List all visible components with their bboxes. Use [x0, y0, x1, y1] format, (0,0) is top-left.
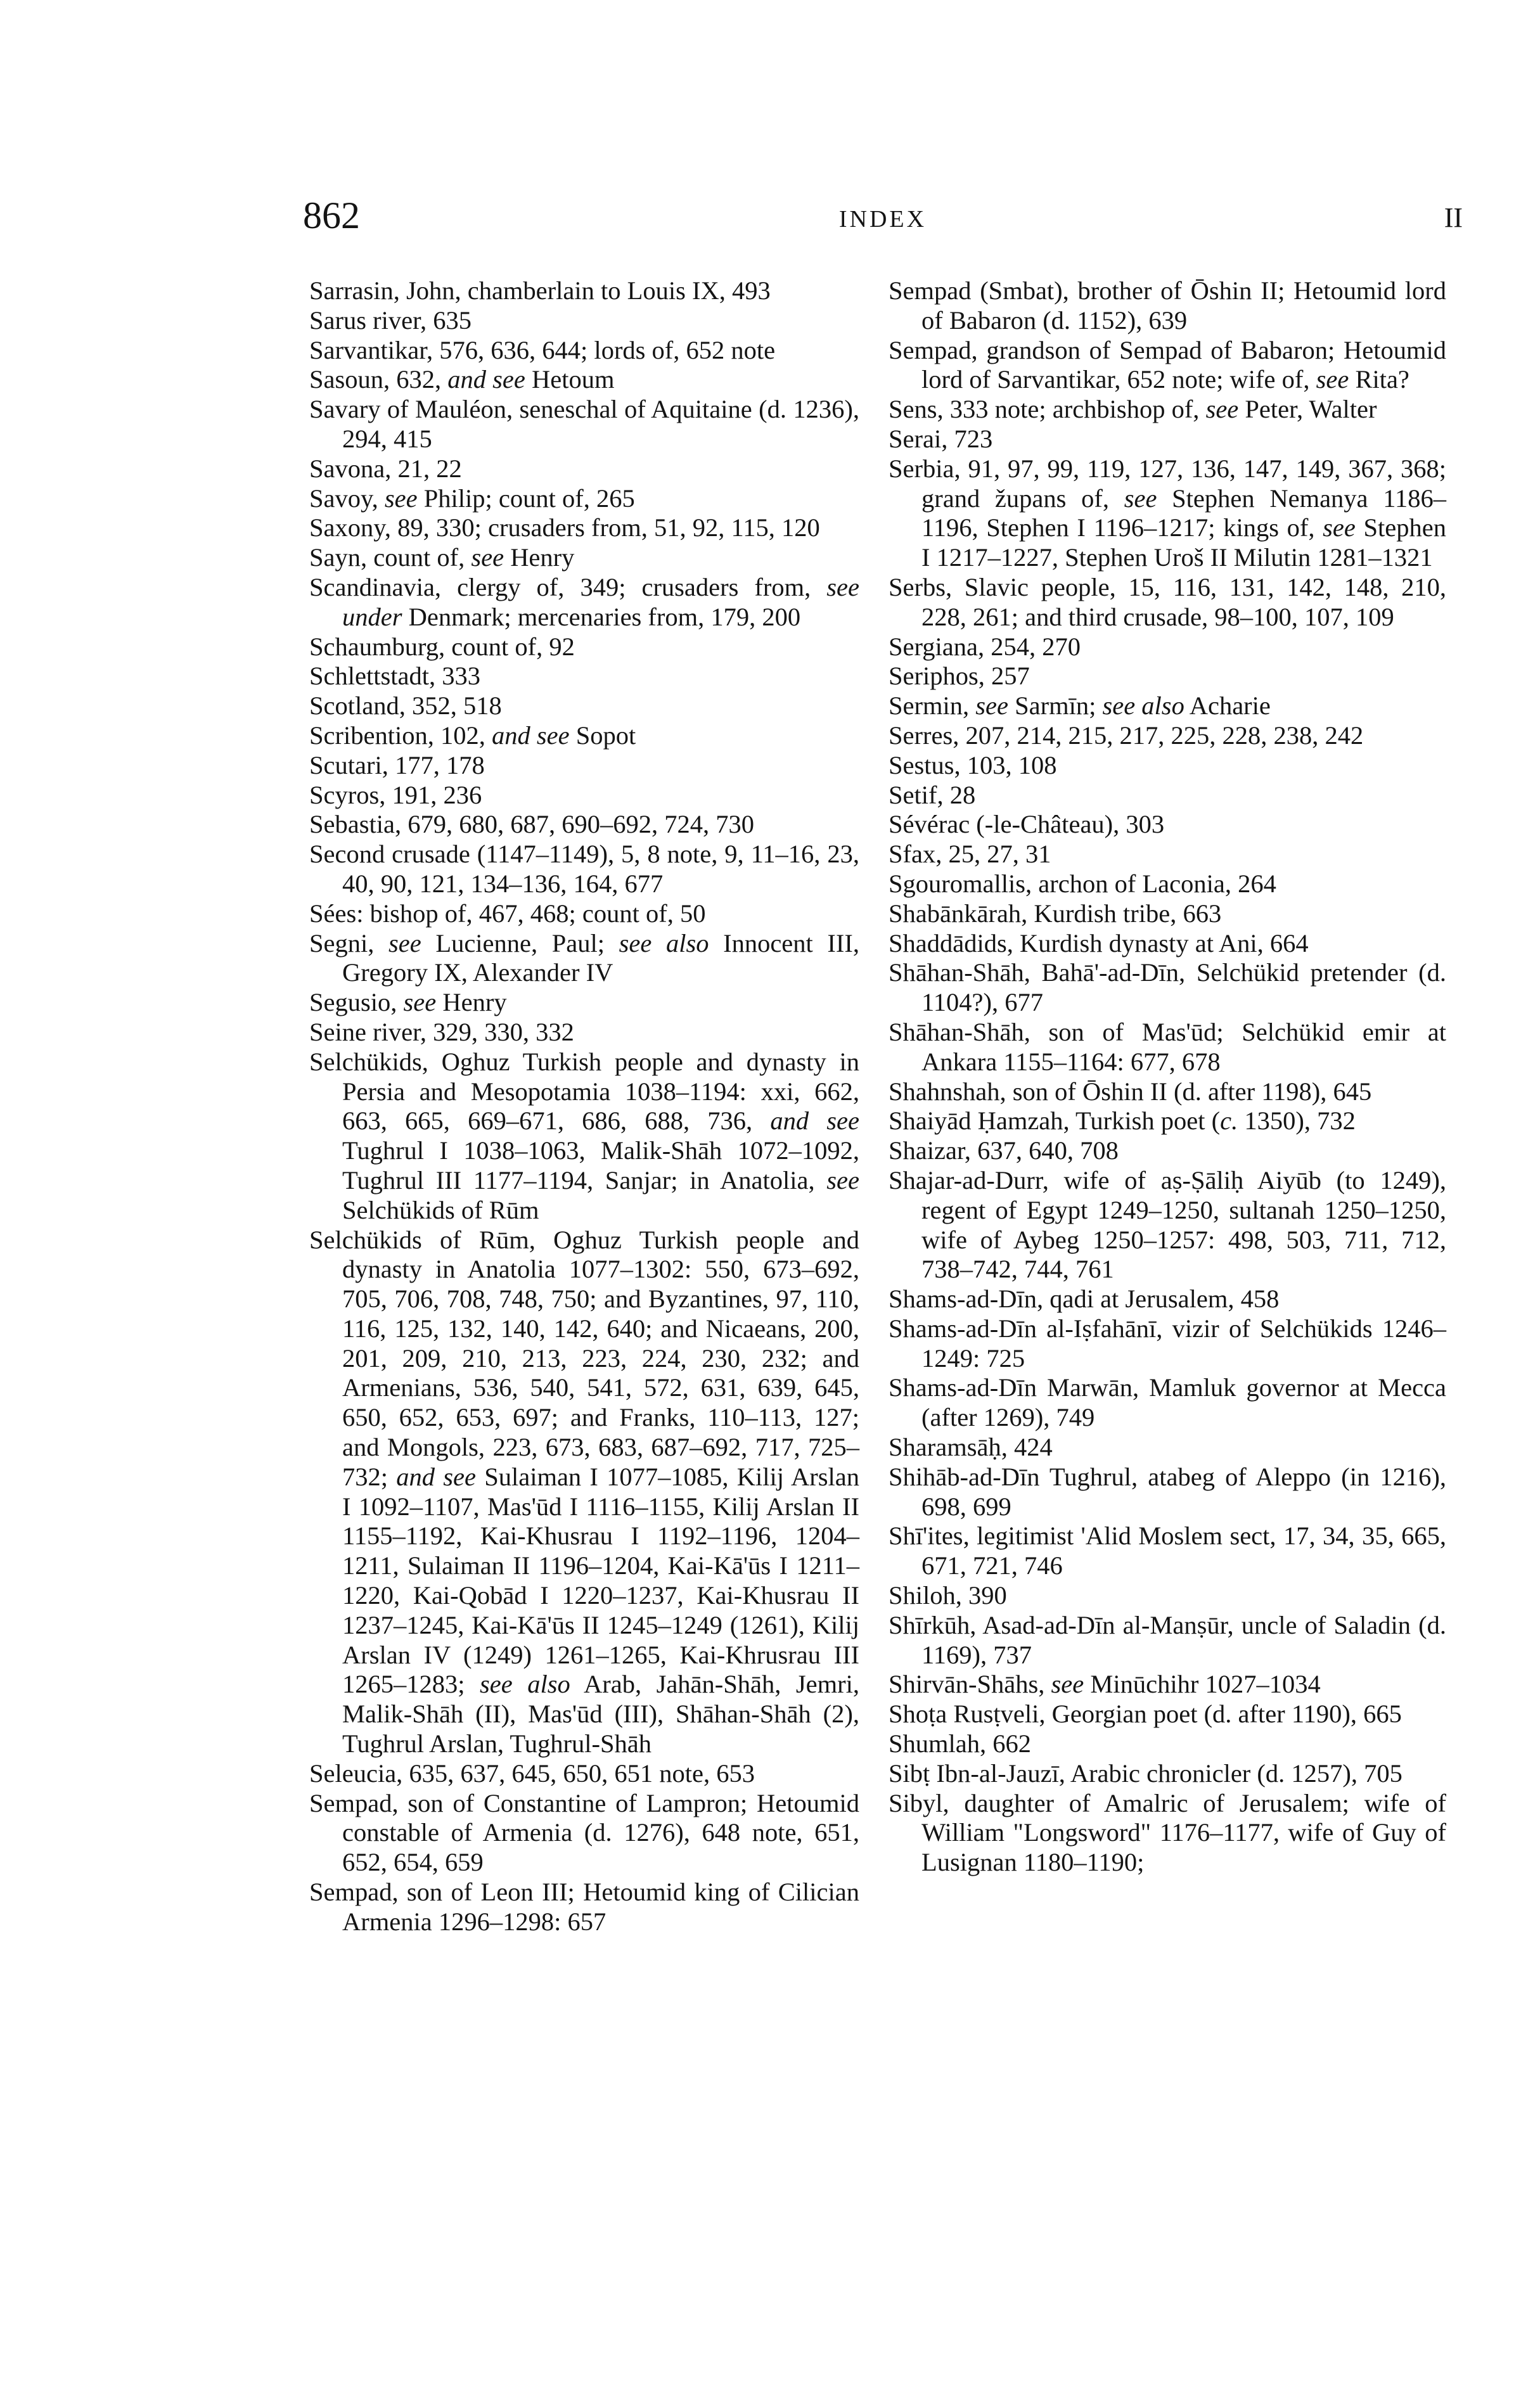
index-entry: Shoṭa Rusṭveli, Georgian poet (d. after 1190), 665 — [889, 1700, 1402, 1729]
index-entry: Sharamsāḥ, 424 — [889, 1433, 1053, 1462]
index-entry: Shaizar, 637, 640, 708 — [889, 1136, 1119, 1165]
index-entry: Serbia, 91, 97, 99, 119, 127, 136, 147, 149, 367, 368; grand župans of, see Stephen Nemanya 1186–1196, Stephen I 1196–1217; kings of, see Stephen I 1217–1227, Stephen Uroš II Milutin 1281–1321 — [889, 454, 1446, 572]
index-entry: Sayn, count of, see Henry — [309, 543, 575, 572]
index-entry: Shumlah, 662 — [889, 1729, 1032, 1758]
running-title: INDEX — [838, 206, 927, 233]
index-entry: Savary of Mauléon, seneschal of Aquitaine (d. 1236), 294, 415 — [309, 395, 859, 453]
index-entry: Shabānkārah, Kurdish tribe, 663 — [889, 899, 1222, 928]
index-entry: Sempad, son of Constantine of Lampron; Hetoumid constable of Armenia (d. 1276), 648 note, 651, 652, 654, 659 — [309, 1788, 859, 1877]
index-entry: Sarvantikar, 576, 636, 644; lords of, 652 note — [309, 335, 776, 364]
index-entry: Sarus river, 635 — [309, 305, 472, 335]
index-entry: Serres, 207, 214, 215, 217, 225, 228, 238, 242 — [889, 720, 1364, 750]
index-entry: Seleucia, 635, 637, 645, 650, 651 note, 653 — [309, 1758, 755, 1788]
index-entry: Sfax, 25, 27, 31 — [889, 840, 1051, 869]
index-entry: Shaiyād Ḥamzah, Turkish poet (c. 1350), 732 — [889, 1106, 1356, 1136]
index-entry: Sens, 333 note; archbishop of, see Peter, Walter — [889, 395, 1377, 424]
index-entry: Sermin, see Sarmīn; see also Acharie — [889, 691, 1271, 720]
index-entry: Serbs, Slavic people, 15, 116, 131, 142, 148, 210, 228, 261; and third crusade, 98–100, 107, 109 — [889, 572, 1446, 631]
index-column-left — [309, 276, 859, 1937]
index-entry: Sempad (Smbat), brother of Ōshin II; Hetoumid lord of Babaron (d. 1152), 639 — [889, 276, 1446, 335]
index-entry: Setif, 28 — [889, 780, 976, 809]
index-entry: Seine river, 329, 330, 332 — [309, 1017, 574, 1046]
index-entry: Shahnshah, son of Ōshin II (d. after 1198), 645 — [889, 1077, 1372, 1106]
index-entry: Scyros, 191, 236 — [309, 780, 482, 809]
index-entry: Savona, 21, 22 — [309, 454, 462, 483]
index-entry: Shāhan-Shāh, Bahā'-ad-Dīn, Selchükid pretender (d. 1104?), 677 — [889, 958, 1446, 1017]
index-entry: Segni, see Lucienne, Paul; see also Innocent III, Gregory IX, Alexander IV — [309, 928, 859, 987]
index-entry: Shams-ad-Dīn al-Iṣfahānī, vizir of Selchükids 1246–1249: 725 — [889, 1314, 1446, 1373]
index-entry: Scotland, 352, 518 — [309, 691, 502, 720]
index-entry: Sebastia, 679, 680, 687, 690–692, 724, 730 — [309, 810, 754, 839]
index-entry: Sées: bishop of, 467, 468; count of, 50 — [309, 899, 706, 928]
index-entry: Sibṭ Ibn-al-Jauzī, Arabic chronicler (d. 1257), 705 — [889, 1758, 1402, 1788]
index-entry: Shī'ites, legitimist 'Alid Moslem sect, 17, 34, 35, 665, 671, 721, 746 — [889, 1521, 1446, 1580]
index-entry: Scandinavia, clergy of, 349; crusaders from, see under Denmark; mercenaries from, 179, 200 — [309, 572, 859, 631]
index-entry: Sgouromallis, archon of Laconia, 264 — [889, 869, 1276, 898]
index-entry: Selchükids, Oghuz Turkish people and dynasty in Persia and Mesopotamia 1038–1194: xxi, 662, 663, 665, 669–671, 686, 688, 736, and see Tughrul I 1038–1063, Malik-Shāh 1072–1092, Tughrul III 1177–1194, Sanjar; in Anatolia, see Selchükids of Rūm — [309, 1047, 860, 1224]
index-entry: Shaddādids, Kurdish dynasty at Ani, 664 — [889, 928, 1309, 957]
index-entry: Segusio, see Henry — [309, 988, 507, 1017]
index-entry: Scutari, 177, 178 — [309, 750, 485, 779]
index-entry: Sergiana, 254, 270 — [889, 632, 1081, 661]
index-entry: Shajar-ad-Durr, wife of aṣ-Ṣāliḥ Aiyūb (to 1249), regent of Egypt 1249–1250, sultanah 1250–1250, wife of Aybeg 1250–1257: 498, 503, 711, 712, 738–742, 744, 761 — [889, 1165, 1446, 1284]
index-entry: Sestus, 103, 108 — [889, 750, 1057, 779]
index-entry: Sarrasin, John, chamberlain to Louis IX, 493 — [309, 276, 771, 305]
index-entry: Shāhan-Shāh, son of Mas'ūd; Selchükid emir at Ankara 1155–1164: 677, 678 — [889, 1017, 1446, 1076]
volume-number: II — [1444, 202, 1463, 233]
index-entry: Shirvān-Shāhs, see Minūchihr 1027–1034 — [889, 1670, 1321, 1699]
page-number: 862 — [303, 195, 360, 236]
index-entry: Shiloh, 390 — [889, 1581, 1007, 1610]
index-entry: Schaumburg, count of, 92 — [309, 632, 575, 661]
index-entry: Sempad, grandson of Sempad of Babaron; Hetoumid lord of Sarvantikar, 652 note; wife of, see Rita? — [889, 335, 1446, 394]
index-entry: Scribention, 102, and see Sopot — [309, 720, 636, 750]
index-entry: Saxony, 89, 330; crusaders from, 51, 92, 115, 120 — [309, 513, 820, 542]
index-entry: Schlettstadt, 333 — [309, 662, 480, 691]
index-entry: Shihāb-ad-Dīn Tughrul, atabeg of Aleppo (in 1216), 698, 699 — [889, 1462, 1446, 1521]
index-entry: Shams-ad-Dīn Marwān, Mamluk governor at Mecca (after 1269), 749 — [889, 1373, 1446, 1432]
index-column-right — [889, 276, 1446, 1878]
index-entry: Sévérac (-le-Château), 303 — [889, 810, 1165, 839]
index-entry: Shams-ad-Dīn, qadi at Jerusalem, 458 — [889, 1284, 1280, 1314]
index-entry: Selchükids of Rūm, Oghuz Turkish people and dynasty in Anatolia 1077–1302: 550, 673–692, 705, 706, 708, 748, 750; and Byzantines, 97, 110, 116, 125, 132, 140, 142, 640; and Nicaeans, 200, 201, 209, 210, 213, 223, 224, 230, 232; and Armenians, 536, 540, 541, 572, 631, 639, 645, 650, 652, 653, 697; and Franks, 110–113, 127; and Mongols, 223, 673, 683, 687–692, 717, 725–732; and see Sulaiman I 1077–1085, Kilij Arslan I 1092–1107, Mas'ūd I 1116–1155, Kilij Arslan II 1155–1192, Kai-Khusrau I 1192–1196, 1204–1211, Sulaiman II 1196–1204, Kai-Kā'ūs I 1211–1220, Kai-Qobād I 1220–1237, Kai-Khusrau II 1237–1245, Kai-Kā'ūs II 1245–1249 (1261), Kilij Arslan IV (1249) 1261–1265, Kai-Khrusrau III 1265–1283; see also Arab, Jahān-Shāh, Jemri, Malik-Shāh (II), Mas'ūd (III), Shāhan-Shāh (2), Tughrul Arslan, Tughrul-Shāh — [309, 1225, 859, 1758]
index-entry: Sasoun, 632, and see Hetoum — [309, 365, 615, 394]
index-entry: Shīrkūh, Asad-ad-Dīn al-Manṣūr, uncle of Saladin (d. 1169), 737 — [889, 1610, 1446, 1669]
index-entry: Sempad, son of Leon III; Hetoumid king of Cilician Armenia 1296–1298: 657 — [309, 1878, 859, 1936]
index-entry: Serai, 723 — [889, 424, 993, 453]
page-header — [303, 194, 1463, 245]
index-entry: Sibyl, daughter of Amalric of Jerusalem; wife of William "Longsword" 1176–1177, wife of Guy of Lusignan 1180–1190; — [889, 1788, 1446, 1877]
index-entry: Second crusade (1147–1149), 5, 8 note, 9, 11–16, 23, 40, 90, 121, 134–136, 164, 677 — [309, 840, 859, 898]
index-entry: Seriphos, 257 — [889, 662, 1030, 691]
index-entry: Savoy, see Philip; count of, 265 — [309, 484, 635, 513]
